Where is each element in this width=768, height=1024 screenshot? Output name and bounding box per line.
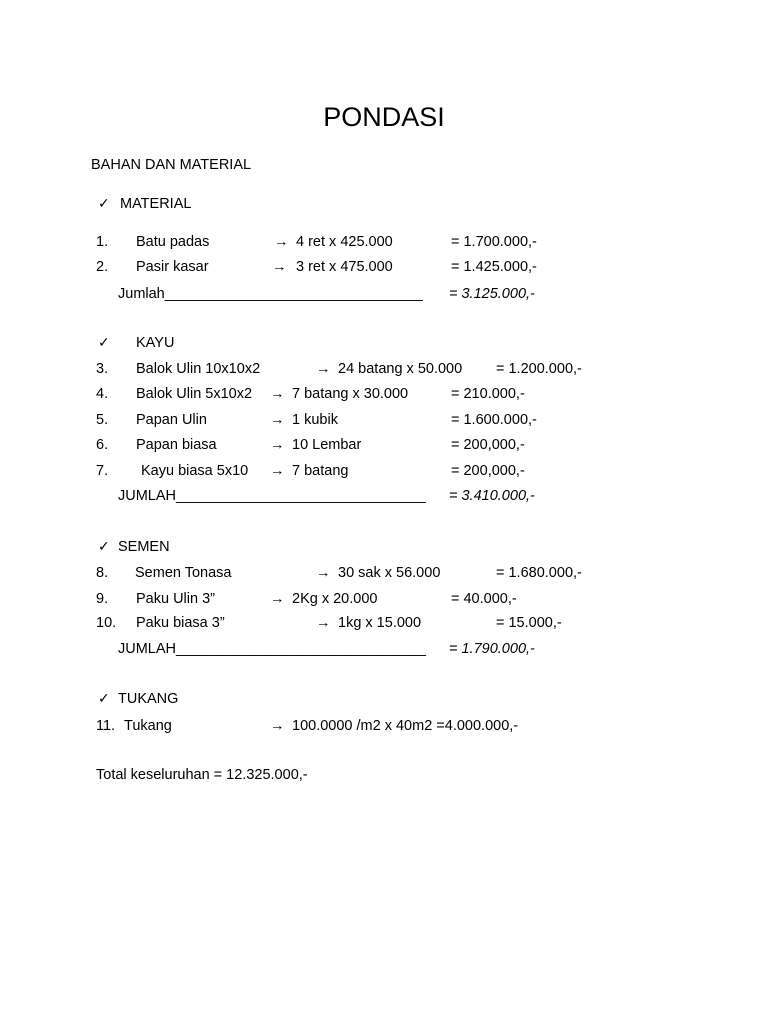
sum-label: JUMLAH_______________________________ <box>118 641 426 657</box>
item-number: 3. <box>96 361 109 377</box>
arrow-icon: → <box>274 234 289 250</box>
section-heading-semen: SEMEN <box>118 539 170 555</box>
check-icon: ✓ <box>98 196 110 212</box>
item-name: Balok Ulin 10x10x2 <box>136 361 261 377</box>
sum-value: = 1.790.000,- <box>449 641 535 657</box>
item-total: = 1.425.000,- <box>451 259 537 275</box>
item-quantity: 3 ret x 475.000 <box>296 259 393 275</box>
item-quantity: 4 ret x 425.000 <box>296 234 393 250</box>
item-total: = 200,000,- <box>451 437 525 453</box>
item-number: 8. <box>96 565 109 581</box>
arrow-icon: → <box>270 412 285 428</box>
item-name: Kayu biasa 5x10 <box>141 463 249 479</box>
item-name: Paku Ulin 3” <box>136 591 215 607</box>
arrow-icon: → <box>316 565 331 581</box>
item-number: 1. <box>96 234 109 250</box>
sum-value: = 3.125.000,- <box>449 286 535 302</box>
item-total: = 1.200.000,- <box>496 361 582 377</box>
page-title: PONDASI <box>323 102 445 132</box>
item-name: Batu padas <box>136 234 210 250</box>
item-name: Papan Ulin <box>136 412 207 428</box>
item-name: Papan biasa <box>136 437 217 453</box>
check-icon: ✓ <box>98 539 110 555</box>
item-number: 4. <box>96 386 109 402</box>
item-quantity: 1kg x 15.000 <box>338 615 422 631</box>
arrow-icon: → <box>316 615 331 631</box>
section-heading-tukang: TUKANG <box>118 691 179 707</box>
item-quantity: 10 Lembar <box>292 437 362 453</box>
grand-total: Total keseluruhan = 12.325.000,- <box>96 767 308 783</box>
item-number: 6. <box>96 437 109 453</box>
item-total: = 210.000,- <box>451 386 525 402</box>
arrow-icon: → <box>270 718 285 734</box>
item-total: = 40.000,- <box>451 591 517 607</box>
arrow-icon: → <box>270 386 285 402</box>
item-number: 7. <box>96 463 109 479</box>
item-quantity: 7 batang <box>292 463 349 479</box>
check-icon: ✓ <box>98 335 110 351</box>
item-number: 9. <box>96 591 109 607</box>
item-total: = 1.600.000,- <box>451 412 537 428</box>
item-name: Pasir kasar <box>136 259 209 275</box>
item-name: Tukang <box>124 718 172 734</box>
item-total: = 1.700.000,- <box>451 234 537 250</box>
item-number: 10. <box>96 615 117 631</box>
item-total: = 200,000,- <box>451 463 525 479</box>
item-total: = 15.000,- <box>496 615 562 631</box>
item-quantity: 100.0000 /m2 x 40m2 =4.000.000,- <box>292 718 519 734</box>
item-quantity: 1 kubik <box>292 412 338 428</box>
item-name: Semen Tonasa <box>135 565 232 581</box>
item-quantity: 7 batang x 30.000 <box>292 386 409 402</box>
item-quantity: 2Kg x 20.000 <box>292 591 378 607</box>
arrow-icon: → <box>270 437 285 453</box>
item-name: Paku biasa 3” <box>136 615 225 631</box>
sum-label: Jumlah________________________________ <box>118 286 423 302</box>
check-icon: ✓ <box>98 691 110 707</box>
item-quantity: 30 sak x 56.000 <box>338 565 441 581</box>
arrow-icon: → <box>272 259 287 275</box>
arrow-icon: → <box>270 463 285 479</box>
item-number: 2. <box>96 259 109 275</box>
item-number: 11. <box>96 718 116 734</box>
section-heading-material: MATERIAL <box>120 196 192 212</box>
item-total: = 1.680.000,- <box>496 565 582 581</box>
item-quantity: 24 batang x 50.000 <box>338 361 463 377</box>
item-number: 5. <box>96 412 109 428</box>
section-heading-kayu: KAYU <box>136 335 175 351</box>
subtitle: BAHAN DAN MATERIAL <box>91 157 252 173</box>
item-name: Balok Ulin 5x10x2 <box>136 386 253 402</box>
sum-label: JUMLAH_______________________________ <box>118 488 426 504</box>
arrow-icon: → <box>316 361 331 377</box>
sum-value: = 3.410.000,- <box>449 488 535 504</box>
arrow-icon: → <box>270 591 285 607</box>
